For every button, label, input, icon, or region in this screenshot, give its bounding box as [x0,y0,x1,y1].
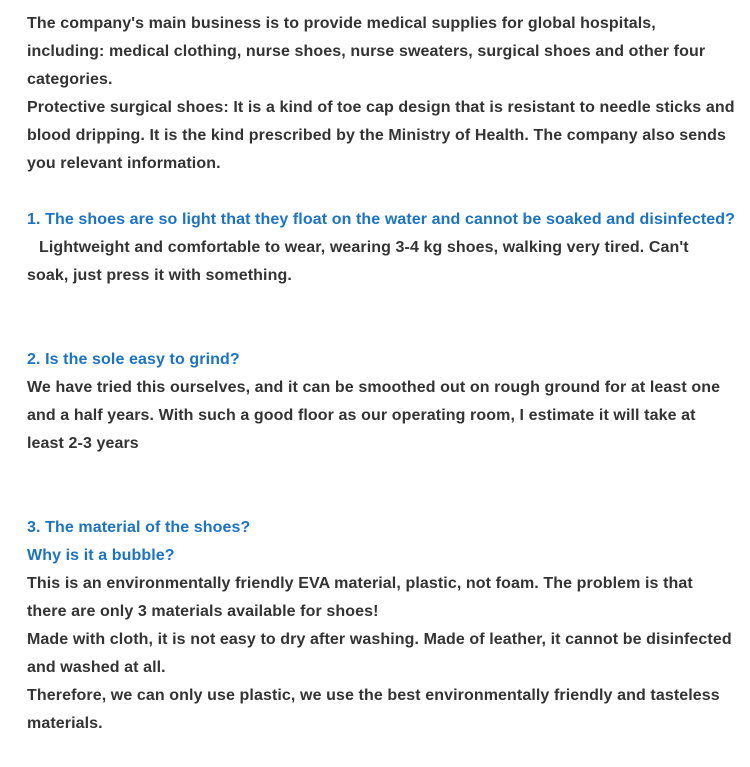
faq-answer-line: Lightweight and comfortable to wear, wearing 3-4 kg shoes, walking very tired. Can't [39,239,689,256]
document-body [27,10,745,738]
faq-answer-line: This is an environmentally friendly EVA material, plastic, not foam. The problem is that [27,575,693,592]
blank-line [27,290,745,318]
intro-line: blood dripping. It is the kind prescribed by the Ministry of Health. The company also sends [27,127,726,144]
faq-section-2 [27,346,745,458]
faq-answer-line: there are only 3 materials available for shoes! [27,603,379,620]
faq-answer-line: and washed at all. [27,659,166,676]
intro-line: The company's main business is to provide medical supplies for global hospitals, [27,15,656,32]
faq-answer-line: Therefore, we can only use plastic, we use the best environmentally friendly and tasteless [27,687,720,704]
blank-line [27,458,745,486]
faq-answer-line: soak, just press it with something. [27,267,292,284]
intro-line: categories. [27,71,113,88]
blank-line [27,486,745,514]
faq-question-2: 2. Is the sole easy to grind? [27,351,240,368]
faq-section-1 [27,206,745,290]
faq-answer-line: Made with cloth, it is not easy to dry after washing. Made of leather, it cannot be disinfected [27,631,732,648]
intro-line: Protective surgical shoes: It is a kind of toe cap design that is resistant to needle sticks and [27,99,735,116]
faq-answer-line: least 2-3 years [27,435,139,452]
faq-question-1: 1. The shoes are so light that they float on the water and cannot be soaked and disinfected? [27,211,735,228]
faq-answer-line: and a half years. With such a good floor as our operating room, I estimate it will take at [27,407,696,424]
faq-question-3-sub: Why is it a bubble? [27,547,175,564]
faq-answer-line: materials. [27,715,103,732]
blank-line [27,318,745,346]
faq-answer-line: We have tried this ourselves, and it can be smoothed out on rough ground for at least one [27,379,721,396]
intro-line: you relevant information. [27,155,221,172]
faq-question-3: 3. The material of the shoes? [27,519,251,536]
intro-paragraph [27,10,745,178]
faq-section-3 [27,514,745,738]
intro-line: including: medical clothing, nurse shoes, nurse sweaters, surgical shoes and other four [27,43,706,60]
blank-line [27,178,745,206]
